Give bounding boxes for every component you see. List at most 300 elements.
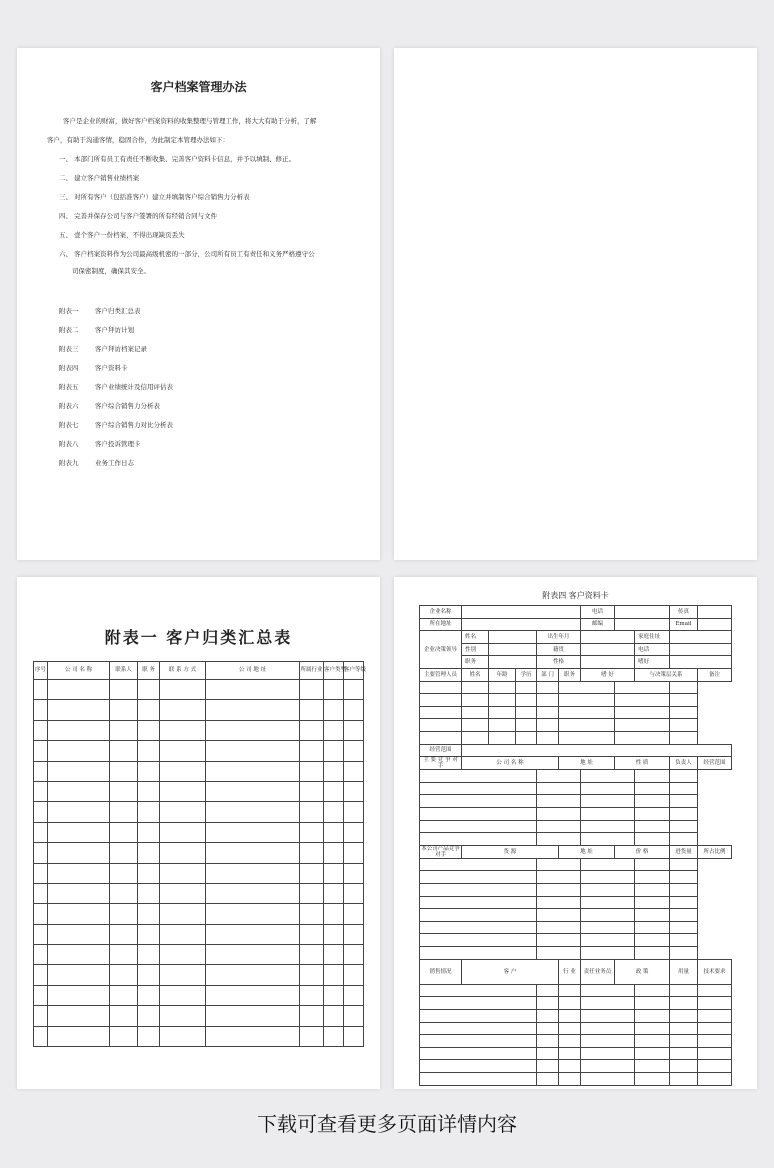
empty-cell (206, 883, 300, 903)
empty-cell (581, 1060, 635, 1073)
empty-cell (206, 945, 300, 965)
empty-cell (48, 680, 110, 700)
table-row (420, 744, 732, 757)
column-header: 公 司 名 称 (462, 757, 559, 770)
attachment-no: 附表六 (59, 402, 79, 410)
table-row (420, 959, 732, 984)
empty-cell (670, 1010, 698, 1023)
empty-cell (670, 681, 698, 694)
attachment-no: 附表二 (59, 326, 79, 334)
table-row (420, 947, 732, 960)
column-header: 嗜 好 (581, 668, 635, 681)
document-page-customer-card (394, 577, 757, 1089)
empty-cell (489, 731, 516, 744)
empty-cell (559, 731, 615, 744)
empty-cell (300, 1006, 324, 1026)
empty-cell (138, 1006, 160, 1026)
empty-cell (110, 985, 138, 1005)
customer-card-table (419, 605, 732, 1086)
empty-cell (698, 1022, 732, 1035)
table-row (420, 731, 732, 744)
empty-cell (559, 984, 581, 997)
empty-cell (48, 761, 110, 781)
empty-cell (344, 1006, 364, 1026)
value-cell (670, 631, 732, 644)
competitor-rows (420, 770, 732, 846)
empty-cell (537, 1022, 559, 1035)
empty-cell (344, 761, 364, 781)
empty-cell (635, 921, 670, 934)
empty-cell (300, 904, 324, 924)
empty-cell (670, 731, 698, 744)
empty-cell (160, 761, 206, 781)
empty-cell (344, 863, 364, 883)
label-cell: 职务 (462, 656, 489, 669)
empty-cell (34, 802, 48, 822)
empty-cell (635, 858, 670, 871)
empty-cell (635, 808, 670, 821)
empty-cell (420, 1035, 537, 1048)
empty-cell (581, 1047, 635, 1060)
empty-cell (324, 1006, 344, 1026)
empty-cell (581, 833, 635, 846)
column-header: 所属行业 (300, 662, 324, 680)
empty-cell (615, 706, 670, 719)
empty-cell (635, 795, 670, 808)
empty-cell (138, 741, 160, 761)
empty-cell (300, 761, 324, 781)
summary-table-title: 附表一 客户归类汇总表 (104, 628, 293, 647)
policy-item-2: 二、 建立客户销售业绩档案 (59, 174, 140, 182)
empty-cell (344, 924, 364, 944)
empty-cell (324, 802, 344, 822)
column-header: 进货量 (670, 845, 698, 858)
empty-cell (324, 945, 344, 965)
label-cell: Email (670, 618, 698, 631)
empty-cell (110, 680, 138, 700)
attachment-name: 客户投诉管理卡 (95, 440, 141, 448)
value-cell (462, 618, 581, 631)
empty-cell (324, 781, 344, 801)
empty-cell (635, 884, 670, 897)
table-row (420, 770, 732, 783)
empty-cell (581, 871, 635, 884)
section-label: 本公司产品竞争对手 (421, 845, 460, 858)
document-page-summary-table (17, 577, 380, 1089)
table-row (34, 924, 364, 944)
empty-cell (160, 965, 206, 985)
empty-cell (537, 808, 581, 821)
column-header: 公 司 地 址 (206, 662, 300, 680)
empty-cell (420, 1010, 537, 1023)
empty-cell (300, 945, 324, 965)
empty-cell (324, 822, 344, 842)
column-header: 用量 (670, 959, 698, 984)
empty-cell (537, 731, 559, 744)
empty-cell (670, 795, 698, 808)
empty-cell (420, 1047, 537, 1060)
empty-cell (635, 782, 670, 795)
empty-cell (160, 781, 206, 801)
policy-paragraph-line: 客户，有助于沟通客情，稳固合作，为此制定本管理办法如下： (47, 136, 229, 144)
column-header: 价 格 (615, 845, 670, 858)
empty-cell (344, 843, 364, 863)
section-label: 主要管理人员 (420, 668, 462, 681)
policy-item-1: 一、 本部门所有员工有责任不断收集、完善客户资料卡信息，并予以填制、修正。 (59, 155, 296, 163)
empty-cell (300, 741, 324, 761)
empty-cell (206, 761, 300, 781)
column-header: 职 务 (138, 662, 160, 680)
empty-cell (344, 781, 364, 801)
attachment-no: 附表五 (59, 383, 79, 391)
value-cell (462, 744, 732, 757)
empty-cell (206, 843, 300, 863)
empty-cell (670, 909, 698, 922)
empty-cell (420, 820, 537, 833)
empty-cell (615, 731, 670, 744)
table-row (420, 643, 732, 656)
table-row (34, 1006, 364, 1026)
empty-cell (34, 720, 48, 740)
empty-cell (581, 947, 635, 960)
empty-cell (489, 719, 516, 732)
empty-cell (537, 782, 581, 795)
empty-cell (516, 719, 537, 732)
empty-cell (206, 863, 300, 883)
empty-cell (344, 965, 364, 985)
empty-cell (698, 1060, 732, 1073)
section-label: 销售情况 (420, 959, 462, 984)
table-row (420, 858, 732, 871)
empty-cell (516, 706, 537, 719)
management-rows (420, 681, 732, 744)
empty-cell (581, 884, 635, 897)
empty-cell (581, 1010, 635, 1023)
empty-cell (537, 984, 559, 997)
policy-item-5: 五、 壹个客户一份档案，不得出现缺页丢失 (59, 231, 185, 239)
empty-cell (324, 761, 344, 781)
empty-cell (138, 843, 160, 863)
empty-cell (581, 820, 635, 833)
attachment-name: 客户综合销售力对比分析表 (95, 421, 173, 429)
empty-cell (420, 997, 537, 1010)
empty-cell (324, 904, 344, 924)
empty-cell (635, 947, 670, 960)
empty-cell (635, 1035, 670, 1048)
column-header: 公 司 名 称 (48, 662, 110, 680)
label-cell: 邮编 (581, 618, 615, 631)
value-cell (581, 643, 635, 656)
empty-cell (537, 706, 559, 719)
table-row (34, 802, 364, 822)
attachment-name: 业务工作日志 (95, 459, 134, 467)
label-cell: 电话 (635, 643, 670, 656)
column-header: 年龄 (489, 668, 516, 681)
empty-cell (160, 904, 206, 924)
empty-cell (300, 822, 324, 842)
attachment-name: 客户综合销售力分析表 (95, 402, 160, 410)
empty-cell (300, 680, 324, 700)
empty-cell (34, 843, 48, 863)
label-cell: 所在地址 (420, 618, 462, 631)
empty-cell (670, 1035, 698, 1048)
value-cell (698, 606, 732, 619)
empty-cell (537, 833, 581, 846)
column-header: 学历 (516, 668, 537, 681)
empty-cell (324, 720, 344, 740)
policy-item-6: 六、 客户档案资料作为公司最高级机密的一部分，公司所有员工有责任和义务严格遵守公 (59, 250, 315, 258)
empty-cell (344, 741, 364, 761)
table-row (34, 843, 364, 863)
empty-cell (635, 770, 670, 783)
table-row (420, 984, 732, 997)
empty-cell (537, 770, 581, 783)
empty-cell (581, 934, 635, 947)
empty-cell (138, 680, 160, 700)
label-cell: 家庭住址 (635, 631, 670, 644)
empty-cell (670, 719, 698, 732)
empty-cell (581, 1035, 635, 1048)
table-row (420, 808, 732, 821)
empty-cell (516, 681, 537, 694)
empty-cell (48, 904, 110, 924)
column-header: 备注 (698, 668, 732, 681)
value-cell (581, 656, 635, 669)
empty-cell (670, 997, 698, 1010)
table-row (420, 1060, 732, 1073)
empty-cell (48, 924, 110, 944)
table-row (420, 1047, 732, 1060)
table-header-row (34, 662, 364, 680)
value-cell (489, 643, 537, 656)
empty-cell (420, 770, 537, 783)
table-row (420, 896, 732, 909)
column-header: 技术要求 (698, 959, 732, 984)
value-cell (615, 606, 670, 619)
empty-cell (559, 694, 615, 707)
empty-cell (537, 681, 559, 694)
empty-cell (635, 909, 670, 922)
label-cell: 性别 (462, 643, 489, 656)
customer-card-title: 附表四 客户资料卡 (542, 591, 609, 600)
empty-cell (670, 1047, 698, 1060)
empty-cell (420, 706, 462, 719)
empty-cell (537, 1060, 559, 1073)
empty-cell (160, 1026, 206, 1046)
empty-cell (344, 720, 364, 740)
empty-cell (462, 694, 489, 707)
empty-cell (559, 681, 615, 694)
empty-cell (300, 720, 324, 740)
section-label: 主 要 竞 争 对 手 (420, 757, 462, 770)
empty-cell (670, 947, 698, 960)
empty-cell (48, 781, 110, 801)
empty-cell (420, 681, 462, 694)
empty-cell (537, 997, 559, 1010)
empty-cell (537, 820, 581, 833)
empty-cell (698, 1035, 732, 1048)
empty-cell (324, 680, 344, 700)
download-caption: 下载可查看更多页面详情内容 (257, 1112, 517, 1136)
column-header: 地 址 (559, 845, 615, 858)
empty-cell (537, 947, 581, 960)
table-row (34, 904, 364, 924)
empty-cell (516, 694, 537, 707)
empty-cell (110, 924, 138, 944)
empty-cell (206, 924, 300, 944)
empty-cell (559, 1022, 581, 1035)
empty-cell (420, 984, 537, 997)
attachment-name: 客户拜访计划 (95, 326, 134, 334)
table-row (420, 833, 732, 846)
value-cell (670, 656, 732, 669)
empty-cell (206, 904, 300, 924)
empty-cell (670, 808, 698, 821)
empty-cell (581, 1072, 635, 1085)
empty-cell (462, 681, 489, 694)
table-row (420, 871, 732, 884)
table-row (420, 782, 732, 795)
empty-cell (670, 1022, 698, 1035)
empty-cell (420, 934, 537, 947)
column-header: 地 址 (559, 757, 615, 770)
empty-cell (48, 802, 110, 822)
table-row (420, 795, 732, 808)
policy-title: 客户档案管理办法 (150, 80, 247, 94)
table-row (420, 820, 732, 833)
empty-cell (344, 904, 364, 924)
empty-cell (670, 921, 698, 934)
empty-cell (581, 997, 635, 1010)
empty-cell (34, 945, 48, 965)
table-row (420, 668, 732, 681)
empty-cell (34, 904, 48, 924)
empty-cell (420, 782, 537, 795)
empty-cell (206, 985, 300, 1005)
empty-cell (34, 1026, 48, 1046)
label-cell: 传真 (670, 606, 698, 619)
empty-cell (698, 997, 732, 1010)
empty-cell (48, 1006, 110, 1026)
empty-cell (324, 965, 344, 985)
empty-cell (344, 700, 364, 720)
empty-cell (138, 904, 160, 924)
empty-cell (344, 802, 364, 822)
empty-cell (537, 871, 581, 884)
empty-cell (110, 720, 138, 740)
empty-cell (420, 896, 537, 909)
table-row (420, 681, 732, 694)
customer-summary-table (33, 661, 367, 1047)
empty-cell (138, 945, 160, 965)
empty-cell (670, 934, 698, 947)
empty-cell (160, 741, 206, 761)
empty-cell (48, 965, 110, 985)
value-cell (615, 618, 670, 631)
empty-cell (420, 833, 537, 846)
table-row (420, 631, 732, 644)
empty-cell (420, 795, 537, 808)
empty-cell (34, 741, 48, 761)
empty-cell (615, 694, 670, 707)
attachment-no: 附表三 (59, 345, 79, 353)
empty-cell (160, 863, 206, 883)
empty-cell (537, 795, 581, 808)
empty-cell (670, 871, 698, 884)
table-row (34, 781, 364, 801)
empty-cell (420, 694, 462, 707)
empty-cell (138, 781, 160, 801)
empty-cell (670, 833, 698, 846)
value-cell (581, 631, 635, 644)
empty-cell (559, 1060, 581, 1073)
table-row (34, 741, 364, 761)
empty-cell (559, 1047, 581, 1060)
table-row (420, 757, 732, 770)
column-header: 姓名 (462, 668, 489, 681)
attachment-no: 附表九 (59, 459, 79, 467)
empty-cell (160, 802, 206, 822)
empty-cell (48, 863, 110, 883)
empty-cell (635, 1047, 670, 1060)
empty-cell (581, 808, 635, 821)
empty-cell (324, 1026, 344, 1046)
empty-cell (34, 985, 48, 1005)
empty-cell (670, 858, 698, 871)
column-header: 客户类型 (324, 662, 344, 680)
column-header: 货 源 (462, 845, 559, 858)
empty-cell (670, 782, 698, 795)
empty-cell (300, 1026, 324, 1046)
empty-cell (324, 700, 344, 720)
empty-cell (110, 700, 138, 720)
attachment-name: 客户业绩统计及信用评估表 (95, 383, 173, 391)
empty-cell (300, 965, 324, 985)
empty-cell (48, 720, 110, 740)
table-row (420, 997, 732, 1010)
empty-cell (537, 1035, 559, 1048)
table-row (420, 606, 732, 619)
empty-cell (635, 1022, 670, 1035)
empty-cell (48, 1026, 110, 1046)
empty-cell (138, 924, 160, 944)
empty-cell (670, 770, 698, 783)
empty-cell (300, 802, 324, 822)
empty-cell (516, 731, 537, 744)
empty-cell (537, 921, 581, 934)
empty-cell (110, 843, 138, 863)
table-body (34, 680, 364, 1047)
empty-cell (420, 719, 462, 732)
empty-cell (581, 1022, 635, 1035)
empty-cell (206, 680, 300, 700)
table-row (420, 1035, 732, 1048)
empty-cell (670, 820, 698, 833)
table-row (420, 1022, 732, 1035)
empty-cell (581, 858, 635, 871)
table-row (420, 1072, 732, 1085)
empty-cell (324, 863, 344, 883)
document-page-blank (394, 48, 757, 560)
label-cell: 籍贯 (537, 643, 581, 656)
empty-cell (670, 706, 698, 719)
column-header: 联 系 方 式 (160, 662, 206, 680)
column-header: 责任业务员 (581, 959, 615, 984)
table-row (420, 909, 732, 922)
empty-cell (537, 896, 581, 909)
value-cell (489, 656, 537, 669)
empty-cell (206, 741, 300, 761)
